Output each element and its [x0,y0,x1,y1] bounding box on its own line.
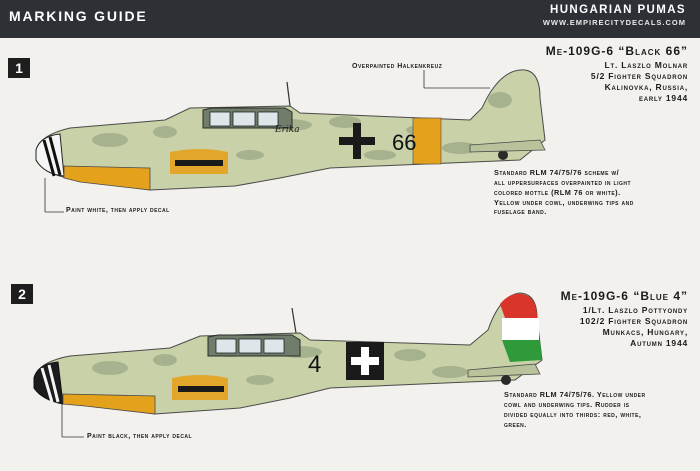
profile-1-line: Kalinovka, Russia, [604,81,688,92]
canopy-pane [239,339,261,353]
fuselage-code: 4 [308,351,322,378]
note-line: fuselage band. [494,207,547,217]
note-line: Yellow under cowl, underwing tips and [494,197,634,207]
note-line: Standard RLM 74/75/76. Yellow under [504,390,646,399]
page-title: MARKING GUIDE [9,8,148,24]
note-line: cowl and underwing tips. Rudder is [504,399,630,409]
profile-1-nose-note: Paint white, then apply decal [66,207,170,214]
profile-1-line: Lt. Laszlo Molnar [604,59,688,70]
profile-2-line: Munkacs, Hungary, [602,326,688,337]
tail-wheel [501,375,511,385]
profile-2-line: 102/2 Fighter Squadron [579,315,688,326]
canopy-pane [264,339,284,353]
profile-2-title: Me-109G-6 “Blue 4” [560,289,688,303]
profile-1-line: 5/2 Fighter Squadron [590,70,688,81]
profile-2-line: 1/Lt. Laszlo Pottyondy [582,304,688,315]
note-line: divided equally into thirds: red, white, [504,409,642,419]
exhaust [178,386,224,392]
rudder-white [502,318,539,340]
profile-2-line: Autumn 1944 [630,337,688,348]
brand-url: WWW.EMPIRECITYDECALS.COM [542,18,686,27]
antenna-mast [292,308,296,333]
profile-2-number: 2 [11,284,33,304]
profile-2-nose-note: Paint black, then apply decal [87,433,193,440]
yellow-cowl [63,394,155,414]
canopy-pane [216,339,236,353]
profile-1-title: Me-109G-6 “Black 66” [545,44,688,58]
note-line: Standard RLM 74/75/76 scheme w/ [494,168,620,177]
note-line: colored mottle (RLM 76 or white). [494,187,621,197]
profile-1-callout: Overpainted Halkenkreuz [352,63,443,70]
fuselage-code: 66 [392,130,417,155]
profile-1-line: early 1944 [638,92,688,103]
brand-title: HUNGARIAN PUMAS [550,4,686,16]
note-line: green. [504,419,527,429]
cockpit-script-name: Erika [275,125,300,135]
profile-1-number: 1 [8,58,30,78]
note-line: all uppersurfaces overpainted in light [494,177,632,187]
